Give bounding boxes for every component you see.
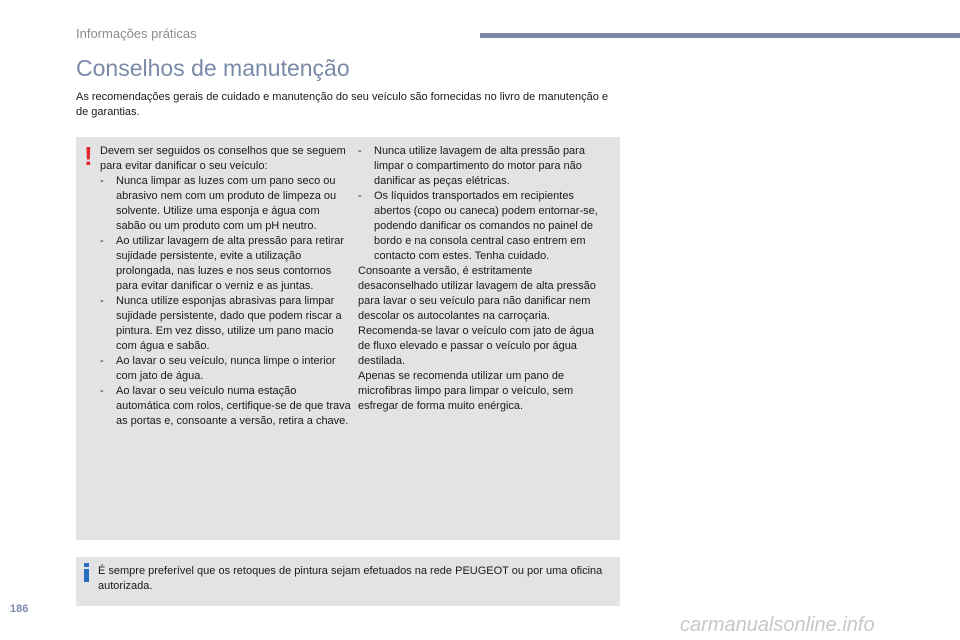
list-item: - Nunca utilize lavagem de alta pressão para limpar o compartimento do motor para não danificar as peças elétricas. [358,144,608,189]
section-label: Informações práticas [76,26,197,41]
warning-right-column [358,144,608,414]
watermark: carmanualsonline.info [680,614,875,636]
intro-paragraph: As recomendações gerais de cuidado e manutenção do seu veículo são fornecidas no livro de manutenção e de garantias. [76,91,609,118]
page-number: 186 [10,603,29,615]
warning-right-list [358,144,608,264]
list-item: - Nunca utilize esponjas abrasivas para limpar sujidade persistente, dado que podem riscar a pintura. Em vez disso, utilize um pano macio com água e sabão. [100,294,352,354]
header-bar [480,33,960,38]
warning-lead: Devem ser seguidos os conselhos que se seguem para evitar danificar o seu veículo: [100,145,346,172]
warning-paragraph-1: Consoante a versão, é estritamente desaconselhado utilizar lavagem de alta pressão para lavar o seu veículo para não danificar nem descolar os autocolantes na carroçaria. Recomenda-se lavar o veículo com jato de água de fluxo elevado e passar o veículo por água destilada. [358,265,596,367]
page-title: Conselhos de manutenção [76,55,350,81]
list-item: - Nunca limpar as luzes com um pano seco ou abrasivo nem com um produto de limpeza ou solvente. Utilize uma esponja e água com sabão ou um produto com um pH neutro. [100,174,352,234]
list-item: - Os líquidos transportados em recipientes abertos (copo ou caneca) podem entornar-se, podendo danificar os comandos no painel de bordo e na consola central caso entrem em contacto com estes. Tenha cuidado. [358,189,608,264]
list-item: - Ao lavar o seu veículo, nunca limpe o interior com jato de água. [100,354,352,384]
warning-icon: ! [84,141,93,171]
warning-paragraph-2: Apenas se recomenda utilizar um pano de microfibras limpo para limpar o veículo, sem esfregar de forma muito enérgica. [358,370,574,412]
info-text: É sempre preferível que os retoques de pintura sejam efetuados na rede PEUGEOT ou por uma oficina autorizada. [98,565,603,592]
list-item: - Ao lavar o seu veículo numa estação automática com rolos, certifique-se de que trava as portas e, consoante a versão, retira a chave. [100,384,352,429]
warning-left-list [100,174,352,429]
info-icon [83,563,91,581]
list-item: - Ao utilizar lavagem de alta pressão para retirar sujidade persistente, evite a utilização prolongada, nas luzes e nos seus contornos para evitar danificar o verniz e as juntas. [100,234,352,294]
warning-left-column [100,144,352,429]
